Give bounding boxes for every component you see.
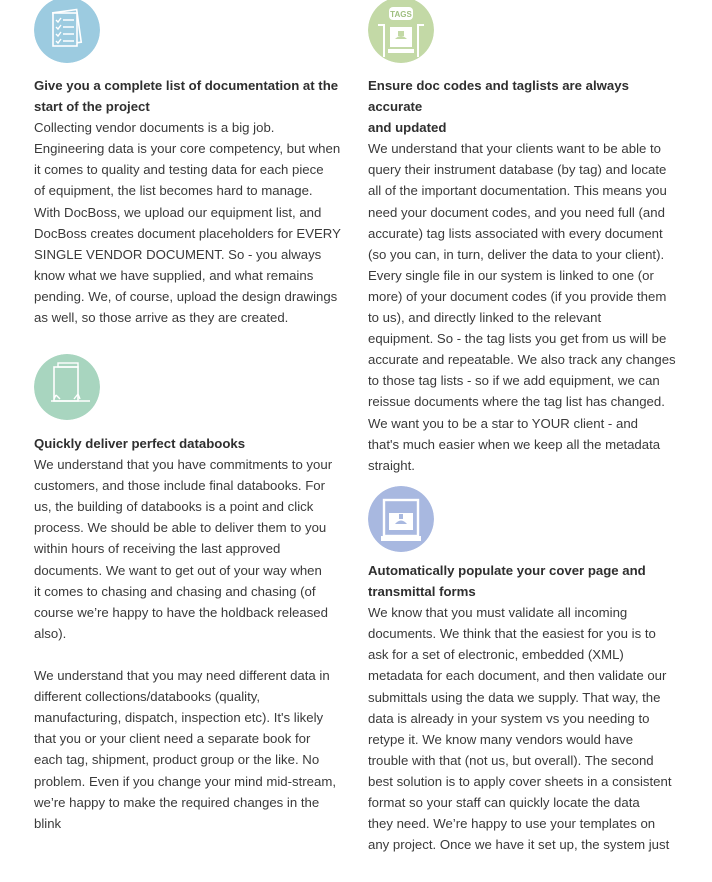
- section-paragraph: We understand that your clients want to be able to query their instrument database (by tag) and locate all of the important documentation. This means you need your document codes, and you need full (and accurate) tag lists associated with every document (so you can, in turn, deliver the data to your client). Every single file in our system is linked to one (or more) of your document codes (if you provide them to us), and directly linked to the relevant equipment. So - the tag lists you get from us will be accurate and repeatable. We also track any changes to those tag lists - so if we add equipment, we can reissue documents where the tag list has changed. We want you to be a star to YOUR client - and that's much easier when we keep all the metadata straight.: [368, 141, 676, 473]
- cover-page-icon: [368, 486, 434, 552]
- section-title: Automatically populate your cover page and transmittal forms: [368, 563, 646, 600]
- section-title: Ensure doc codes and taglists are always accurate and updated: [368, 78, 629, 136]
- databook-icon: [34, 354, 100, 420]
- section-paragraph: We understand that you have commitments to your customers, and those include final databooks. For us, the building of databooks is a point and click process. We should be able to deliver them to you within hours of receiving the last approved documents. We want to get out of your way when it comes to chasing and chasing and chasing (of course we’re happy to have the holdback released also).: [34, 457, 333, 641]
- tags-icon-label: TAGS: [390, 10, 412, 19]
- section-title: Give you a complete list of documentation at the start of the project: [34, 78, 339, 115]
- tags-icon: [368, 0, 434, 63]
- section-title: Quickly deliver perfect databooks: [34, 436, 246, 451]
- section-paragraph: We understand that you may need different data in different collections/databooks (quality, manufacturing, dispatch, inspection etc). It's likely that you or your client need a separate book for each tag, shipment, product group or the like. No problem. Even if you change your mind mid-stream, we’re happy to make the required changes in the blink: [34, 668, 336, 831]
- section-cover-page-transmittal: [368, 560, 678, 855]
- section-paragraph: We know that you must validate all incoming documents. We think that the easiest for you is to ask for a set of electronic, embedded (XML) metadata for each document, and then validate our submittals using the data we supply. That way, the data is already in your system vs you needing to retype it. We know many vendors would have trouble with that (not us, but overall). The second best solution is to apply cover sheets in a consistent format so your staff can quickly locate the data they need. We’re happy to use your templates on any project. Once we have it set up, the system just: [368, 605, 672, 853]
- document-checklist-icon: [34, 0, 100, 63]
- section-paragraph: Collecting vendor documents is a big job. Engineering data is your core competency, but when it comes to quality and testing data for each piece of equipment, the list becomes hard to manage. With DocBoss, we upload our equipment list, and DocBoss creates document placeholders for EVERY SINGLE VENDOR DOCUMENT. So - you always know what we have supplied, and what remains pending. We, of course, upload the design drawings as well, so those arrive as they are created.: [34, 120, 341, 326]
- section-complete-documentation-list: [34, 75, 344, 328]
- section-doc-codes-taglists: [368, 75, 678, 476]
- section-deliver-databooks: [34, 433, 344, 834]
